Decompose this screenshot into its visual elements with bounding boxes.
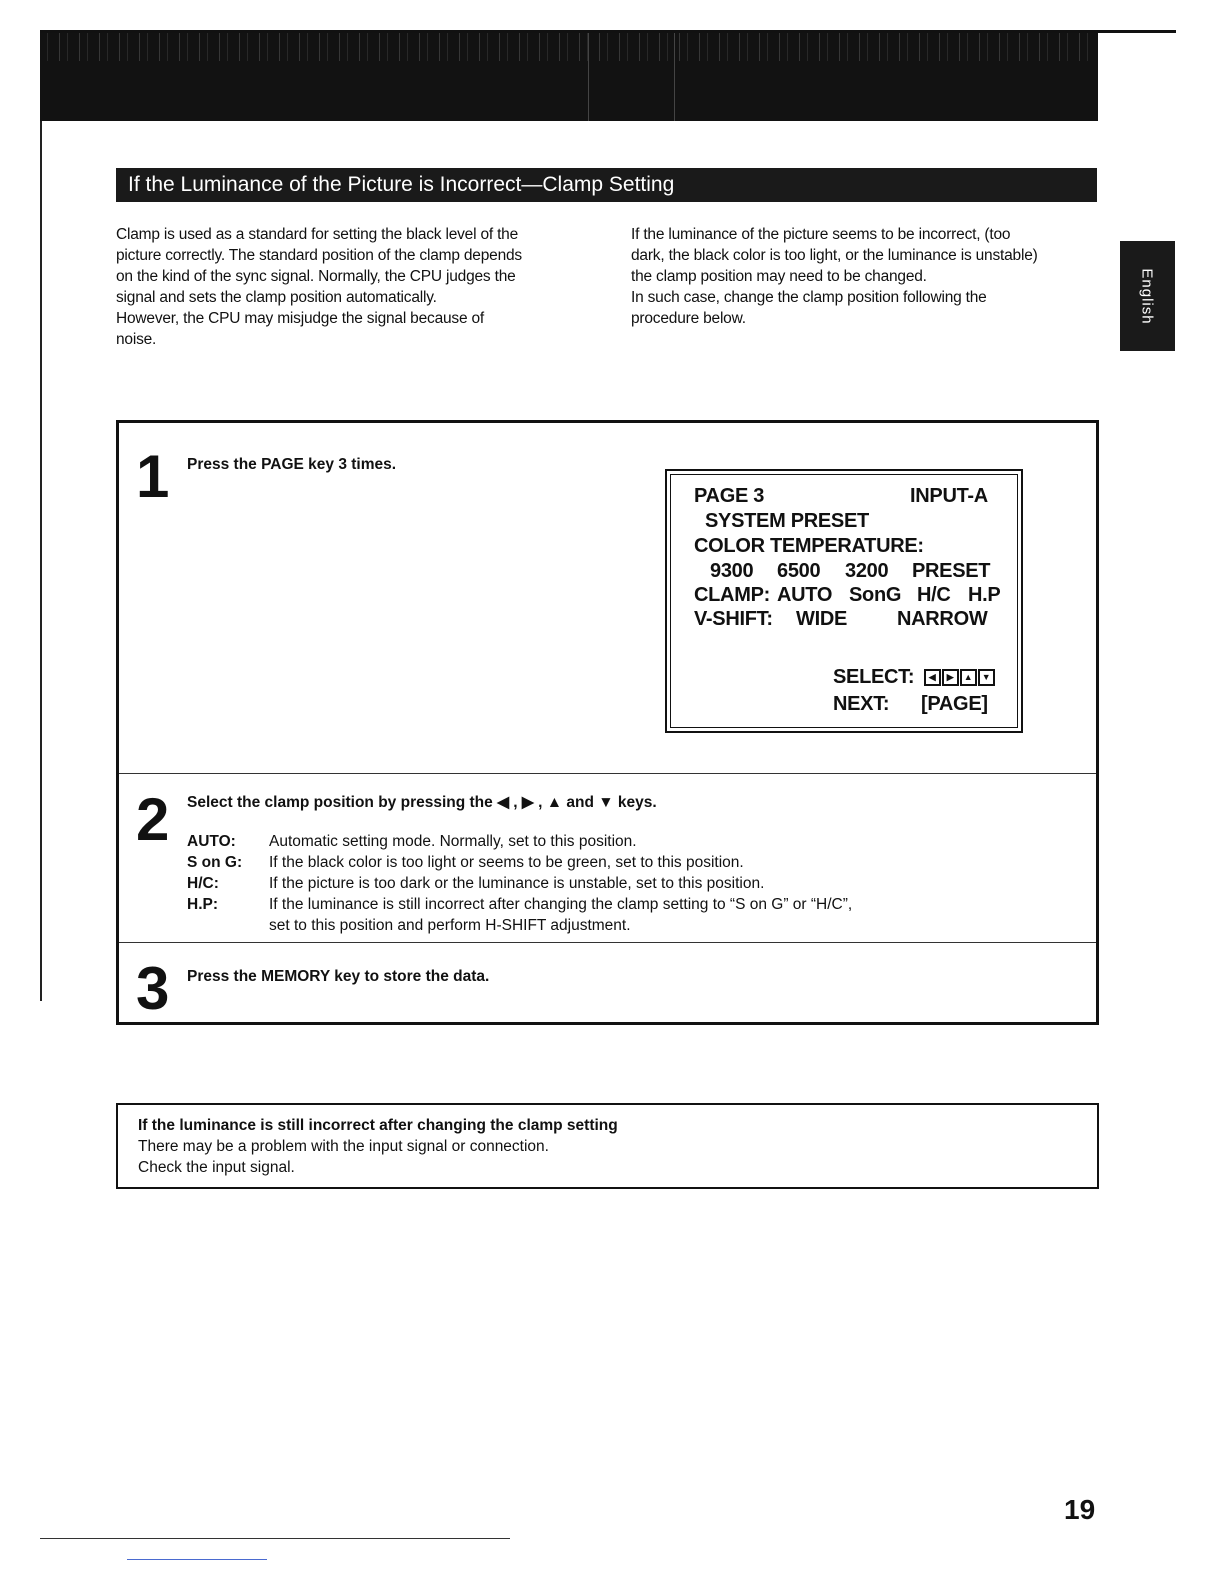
- clamp-mode-term: H.P:: [187, 896, 218, 913]
- clamp-mode-list: [187, 831, 929, 936]
- osd-clamp-option: AUTO: [777, 584, 833, 606]
- osd-color-temp-label: COLOR TEMPERATURE:: [694, 535, 924, 557]
- language-tab: [1120, 241, 1175, 351]
- osd-color-temp-option: 3200: [845, 560, 889, 582]
- header-line: [588, 33, 589, 121]
- header-band: [40, 33, 1098, 121]
- osd-page: PAGE 3: [694, 485, 765, 507]
- osd-input: INPUT-A: [910, 485, 988, 507]
- clamp-mode-row: [187, 852, 929, 873]
- clamp-mode-term: S on G:: [187, 854, 243, 871]
- osd-color-temp-option: 9300: [710, 560, 754, 582]
- osd-menu: [665, 469, 1023, 733]
- osd-vshift-label: V-SHIFT:: [694, 608, 773, 630]
- steps-box: [116, 420, 1099, 1025]
- osd-clamp-option: SonG: [849, 584, 902, 606]
- osd-clamp-option: H/C: [917, 584, 951, 606]
- clamp-mode-row: [187, 894, 929, 936]
- intro-right-text: If the luminance of the picture seems to be incorrect, (too dark, the black color is too light, or the luminance is unstable) the clamp position may need to be changed. In such case, change the clamp position following the procedure below.: [631, 226, 1038, 327]
- osd-color-temp-option: PRESET: [912, 560, 991, 582]
- note-title: If the luminance is still incorrect after changing the clamp setting: [138, 1117, 618, 1134]
- left-margin-rule: [40, 121, 42, 1001]
- left-arrow-icon: ◀: [924, 669, 941, 686]
- osd-next-label: NEXT:: [833, 693, 890, 715]
- clamp-mode-row: [187, 873, 929, 894]
- note-line: There may be a problem with the input signal or connection.: [138, 1138, 549, 1155]
- step-text: Select the clamp position by pressing the ◀ , ▶ , ▲ and ▼ keys.: [187, 794, 657, 811]
- osd-clamp-label: CLAMP:: [694, 584, 770, 606]
- intro-left-text: Clamp is used as a standard for setting the black level of the picture correctly. The standard position of the clamp depends on the kind of the sync signal. Normally, the CPU judges the signal and sets the clamp position automatically. However, the CPU may misjudge the signal because of noise.: [116, 226, 522, 348]
- down-arrow-icon: ▼: [978, 669, 995, 686]
- clamp-mode-desc: Automatic setting mode. Normally, set to this position.: [269, 833, 637, 850]
- up-arrow-icon: ▲: [960, 669, 977, 686]
- clamp-mode-desc: If the black color is too light or seems to be green, set to this position.: [269, 854, 744, 871]
- osd-select-label: SELECT:: [833, 666, 915, 688]
- right-arrow-icon: ▶: [942, 669, 959, 686]
- clamp-mode-row: [187, 831, 929, 852]
- clamp-mode-desc: If the luminance is still incorrect after changing the clamp setting to “S on G” or “H/C”, set to this position and perform H-SHIFT adjustment.: [269, 896, 853, 934]
- osd-next-value: [PAGE]: [921, 693, 988, 715]
- osd-vshift-option: WIDE: [796, 608, 848, 630]
- osd-select-icons: [924, 666, 996, 688]
- step-text: Press the PAGE key 3 times.: [187, 456, 397, 473]
- osd-select-row: [833, 666, 996, 689]
- note-box: [116, 1103, 1099, 1189]
- clamp-mode-term: AUTO:: [187, 833, 236, 850]
- bottom-accent-line: [127, 1559, 267, 1560]
- step-3: [119, 943, 1096, 1022]
- page-number: 19: [1064, 1494, 1096, 1525]
- step-text: Press the MEMORY key to store the data.: [187, 968, 490, 985]
- intro-right: [631, 224, 1101, 329]
- intro-left: [116, 224, 596, 350]
- section-title: If the Luminance of the Picture is Incorrect—Clamp Setting: [116, 168, 1097, 202]
- step-number: 2: [136, 786, 170, 853]
- clamp-mode-desc: If the picture is too dark or the luminance is unstable, set to this position.: [269, 875, 765, 892]
- step-number: 3: [136, 955, 170, 1022]
- header-noise: [40, 33, 1098, 61]
- bottom-rule: [40, 1538, 510, 1539]
- note-line: Check the input signal.: [138, 1159, 295, 1176]
- step-2: [119, 774, 1096, 942]
- header-line: [674, 33, 675, 121]
- osd-color-temp-option: 6500: [777, 560, 821, 582]
- step-number: 1: [136, 443, 170, 510]
- step-1: [119, 423, 1096, 773]
- language-tab-label: English: [1139, 267, 1157, 325]
- osd-vshift-option: NARROW: [897, 608, 988, 630]
- osd-clamp-option: H.P: [968, 584, 1001, 606]
- clamp-mode-term: H/C:: [187, 875, 219, 892]
- osd-system-preset: SYSTEM PRESET: [705, 510, 869, 532]
